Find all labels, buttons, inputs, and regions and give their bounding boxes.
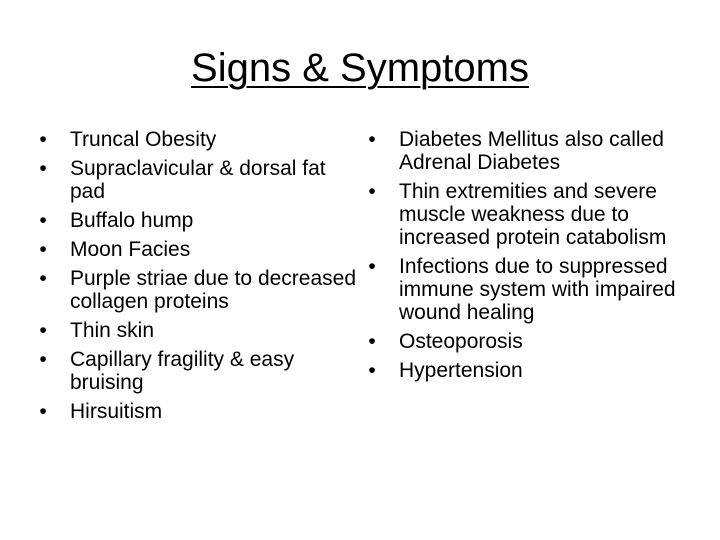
list-item-text: Supraclavicular & dorsal fat pad <box>70 157 326 203</box>
list-item-text: Buffalo hump <box>70 209 194 232</box>
list-item <box>36 348 356 394</box>
bullet-icon: • <box>39 157 47 180</box>
slide-title <box>0 44 720 92</box>
bullet-icon: • <box>39 209 47 232</box>
bullet-icon: • <box>39 238 47 261</box>
list-item <box>365 180 685 249</box>
list-item <box>36 128 356 151</box>
list-item-text: Hypertension <box>399 359 523 382</box>
list-item-text: Capillary fragility & easy bruising <box>70 348 295 394</box>
slide-title-text: Signs & Symptoms <box>191 46 529 90</box>
list-item <box>365 359 685 382</box>
right-bullet-list <box>365 128 685 388</box>
list-item <box>365 128 685 174</box>
bullet-icon: • <box>368 255 376 278</box>
list-item-text: Hirsuitism <box>70 400 163 423</box>
list-item <box>365 255 685 324</box>
list-item <box>36 319 356 342</box>
bullet-icon: • <box>39 128 47 151</box>
list-item-text: Purple striae due to decreased collagen proteins <box>70 267 357 313</box>
list-item <box>36 400 356 423</box>
bullet-icon: • <box>368 330 376 353</box>
list-item <box>36 238 356 261</box>
list-item <box>36 267 356 313</box>
bullet-icon: • <box>39 348 47 371</box>
list-item <box>36 209 356 232</box>
list-item-text: Infections due to suppressed immune system with impaired wound healing <box>399 255 676 324</box>
list-item-text: Thin skin <box>70 319 155 342</box>
bullet-icon: • <box>368 128 376 151</box>
list-item-text: Thin extremities and severe muscle weakness due to increased protein catabolism <box>399 180 667 249</box>
list-item-text: Moon Facies <box>70 238 191 261</box>
bullet-icon: • <box>368 180 376 203</box>
list-item-text: Diabetes Mellitus also called Adrenal Diabetes <box>399 128 664 174</box>
bullet-icon: • <box>39 400 47 423</box>
list-item-text: Truncal Obesity <box>70 128 217 151</box>
list-item <box>365 330 685 353</box>
bullet-icon: • <box>368 359 376 382</box>
bullet-icon: • <box>39 267 47 290</box>
list-item-text: Osteoporosis <box>399 330 523 353</box>
left-bullet-list <box>36 128 356 429</box>
bullet-icon: • <box>39 319 47 342</box>
list-item <box>36 157 356 203</box>
